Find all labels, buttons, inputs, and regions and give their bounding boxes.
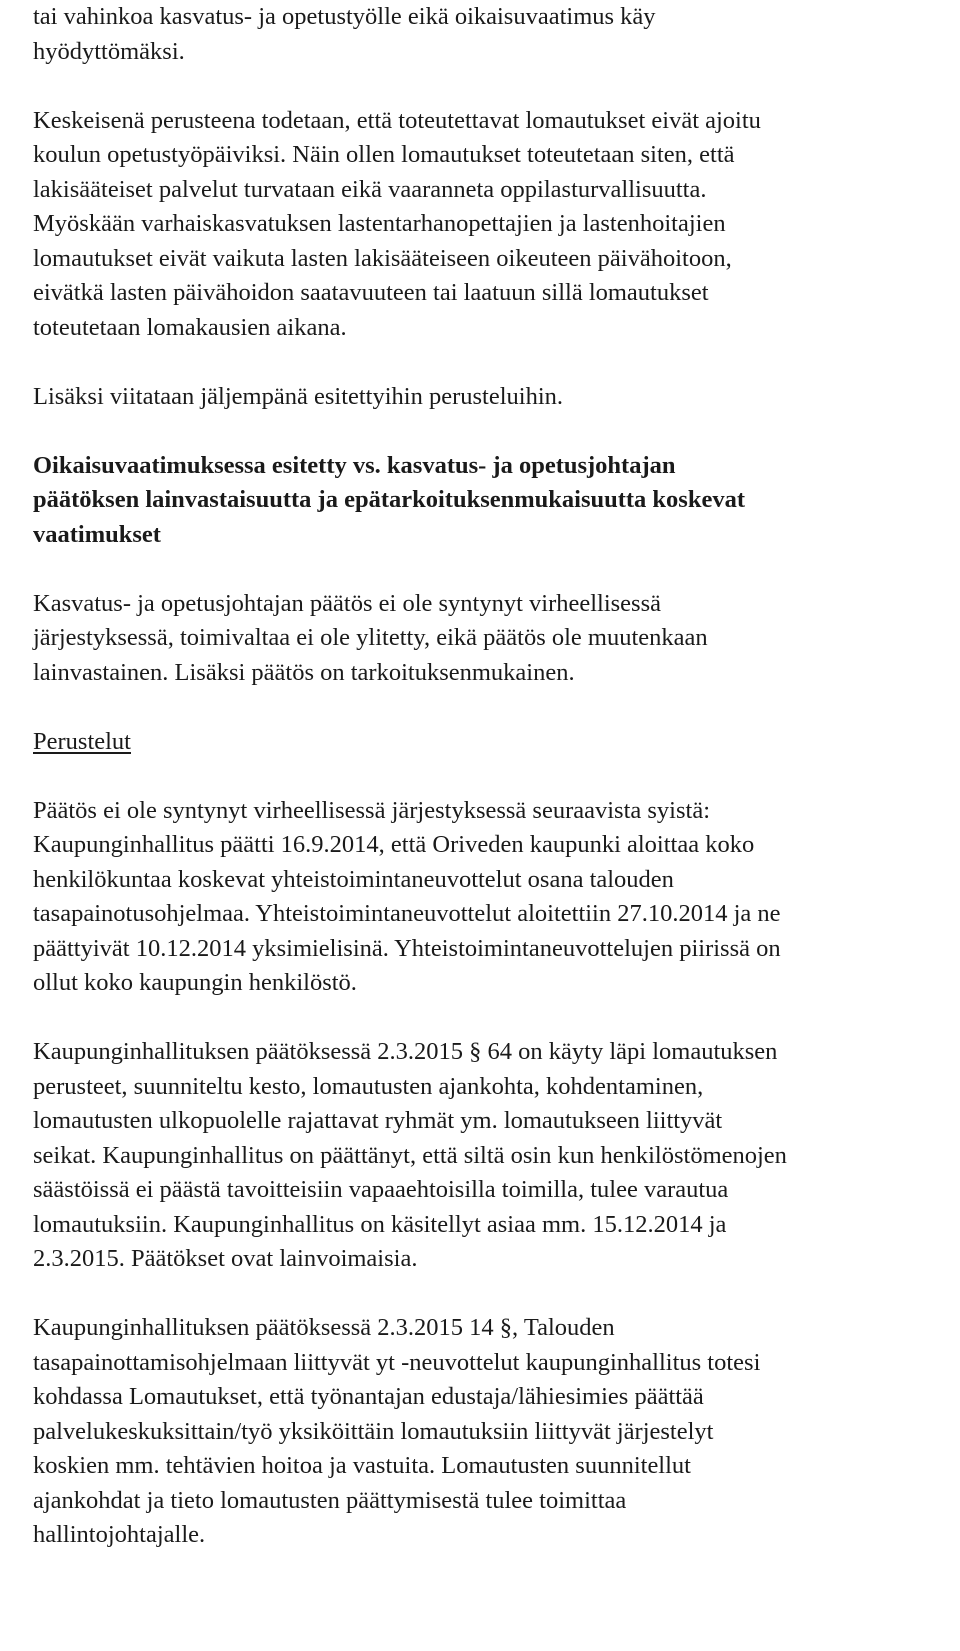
text-line: koskien mm. tehtävien hoitoa ja vastuita. Lomautusten suunnitellut — [33, 1452, 691, 1479]
paragraph-gap — [33, 69, 953, 104]
text-line: perusteet, suunniteltu kesto, lomautusten ajankohta, kohdentaminen, — [33, 1072, 704, 1100]
text-line: tasapainottamisohjelmaan liittyvät yt -neuvottelut kaupunginhallitus totesi — [33, 1348, 761, 1376]
text-line: Myöskään varhaiskasvatuksen lastentarhanopettajien ja lastenhoitajien — [33, 210, 726, 237]
section-heading — [33, 449, 953, 553]
text-line: Kaupunginhallitus päätti 16.9.2014, että Oriveden kaupunki aloittaa koko — [33, 831, 755, 858]
text-line: palvelukeskuksittain/työ yksiköittäin lomautuksiin liittyvät järjestelyt — [33, 1417, 714, 1445]
subheading-line — [33, 725, 953, 760]
paragraph-gap — [33, 1277, 953, 1312]
text-line: lomautukset eivät vaikuta lasten lakisääteiseen oikeuteen päivähoitoon, — [33, 244, 732, 272]
text-line: seikat. Kaupunginhallitus on päättänyt, että siltä osin kun henkilöstömenojen — [33, 1141, 787, 1169]
text-line: henkilökuntaa koskevat yhteistoimintaneuvottelut osana talouden — [33, 865, 674, 893]
paragraph-4 — [33, 587, 953, 691]
document-page — [33, 0, 953, 1553]
subheading-block — [33, 725, 953, 760]
text-line: koulun opetustyöpäiviksi. Näin ollen lomautukset toteutetaan siten, että — [33, 141, 735, 168]
text-line: Lisäksi viitataan jäljempänä esitettyihin perusteluihin. — [33, 382, 564, 410]
text-line: säästöissä ei päästä tavoitteisiin vapaaehtoisilla toimilla, tulee varautua — [33, 1176, 729, 1203]
text-line: lakisääteiset palvelut turvataan eikä vaaranneta oppilasturvallisuutta. — [33, 175, 707, 203]
text-line: Kaupunginhallituksen päätöksessä 2.3.2015 § 64 on käyty läpi lomautuksen — [33, 1038, 778, 1065]
text-line: tai vahinkoa kasvatus- ja opetustyölle eikä oikaisuvaatimus käy — [33, 3, 656, 30]
text-line: hallintojohtajalle. — [33, 1521, 206, 1548]
paragraph-gap — [33, 1001, 953, 1036]
paragraph-gap — [33, 759, 953, 794]
text-line: lomautuksiin. Kaupunginhallitus on käsitellyt asiaa mm. 15.12.2014 ja — [33, 1210, 727, 1238]
text-line: tasapainotusohjelmaa. Yhteistoimintaneuvottelut aloitettiin 27.10.2014 ja ne — [33, 900, 781, 927]
text-line: lomautusten ulkopuolelle rajattavat ryhmät ym. lomautukseen liittyvät — [33, 1107, 723, 1134]
paragraph-7 — [33, 1311, 953, 1553]
paragraph-2 — [33, 104, 953, 346]
heading-line: vaatimukset — [33, 520, 161, 548]
text-line: Päätös ei ole syntynyt virheellisessä järjestyksessä seuraavista syistä: — [33, 796, 711, 824]
text-line: ajankohdat ja tieto lomautusten päättymisestä tulee toimittaa — [33, 1486, 627, 1514]
text-line: lainvastainen. Lisäksi päätös on tarkoituksenmukainen. — [33, 658, 575, 686]
paragraph-1 — [33, 0, 953, 69]
text-line: ollut koko kaupungin henkilöstö. — [33, 969, 357, 996]
paragraph-6 — [33, 1035, 953, 1277]
text-line: hyödyttömäksi. — [33, 37, 185, 65]
text-line: päättyivät 10.12.2014 yksimielisinä. Yhteistoimintaneuvottelujen piirissä on — [33, 934, 781, 962]
text-line: toteutetaan lomakausien aikana. — [33, 313, 347, 341]
paragraph-gap — [33, 414, 953, 449]
paragraph-5 — [33, 794, 953, 1001]
text-line: eivätkä lasten päivähoidon saatavuuteen tai laatuun sillä lomautukset — [33, 279, 709, 306]
text-line: Keskeisenä perusteena todetaan, että toteutettavat lomautukset eivät ajoitu — [33, 106, 761, 134]
text-line: 2.3.2015. Päätökset ovat lainvoimaisia. — [33, 1245, 418, 1272]
paragraph-gap — [33, 345, 953, 380]
paragraph-gap — [33, 552, 953, 587]
paragraph-3 — [33, 380, 953, 415]
text-line: Kaupunginhallituksen päätöksessä 2.3.2015 14 §, Talouden — [33, 1314, 615, 1341]
text-line: Kasvatus- ja opetusjohtajan päätös ei ole syntynyt virheellisessä — [33, 589, 662, 617]
heading-line: päätöksen lainvastaisuutta ja epätarkoituksenmukaisuutta koskevat — [33, 486, 745, 513]
heading-line: Oikaisuvaatimuksessa esitetty vs. kasvatus- ja opetusjohtajan — [33, 451, 676, 479]
subheading-perustelut: Perustelut — [33, 727, 131, 755]
text-line: kohdassa Lomautukset, että työnantajan edustaja/lähiesimies päättää — [33, 1383, 704, 1410]
paragraph-gap — [33, 690, 953, 725]
text-line: järjestyksessä, toimivaltaa ei ole ylitetty, eikä päätös ole muutenkaan — [33, 624, 708, 651]
